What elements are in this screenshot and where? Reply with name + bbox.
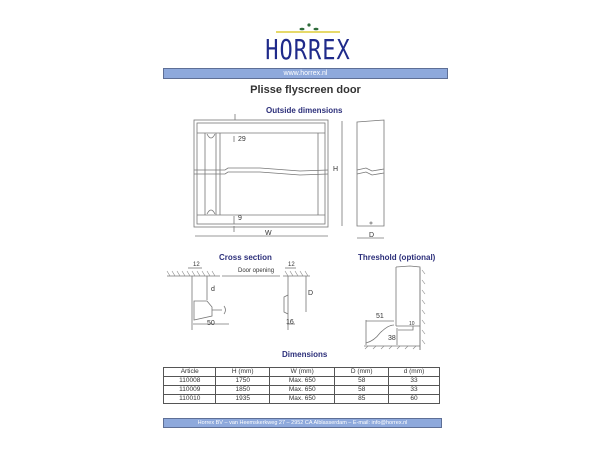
width-label: W [265, 230, 272, 237]
bottom-gap-label: 9 [238, 215, 242, 222]
table-cell: 33 [388, 377, 439, 386]
side-view-drawing [357, 120, 384, 238]
threshold-title: Threshold (optional) [358, 253, 436, 262]
column-header: d (mm) [388, 368, 439, 377]
table-cell: 60 [388, 395, 439, 404]
width-left-label: 50 [207, 320, 215, 327]
dimensions-table [163, 367, 440, 404]
table-cell: Max. 650 [269, 377, 335, 386]
D-label: D [308, 290, 314, 297]
d-label: d [211, 286, 215, 293]
column-header: D (mm) [335, 368, 389, 377]
cross-section-title: Cross section [219, 253, 272, 262]
left-top-label: 12 [193, 262, 200, 268]
logo-text: HORREX [265, 35, 351, 67]
table-cell: 33 [388, 386, 439, 395]
table-cell: Max. 650 [269, 386, 335, 395]
table-cell: Max. 650 [269, 395, 335, 404]
front-frame-drawing [194, 114, 328, 236]
threshold-small-label: 10 [409, 321, 415, 327]
table-row [164, 377, 440, 386]
table-cell: 110010 [164, 395, 216, 404]
height-label: H [333, 166, 339, 173]
table-row [164, 395, 440, 404]
column-header: Article [164, 368, 216, 377]
width-right-label: 16 [286, 319, 294, 326]
table-cell: 1935 [216, 395, 270, 404]
table-cell: 110008 [164, 377, 216, 386]
table-cell: 58 [335, 386, 389, 395]
outside-dimensions-title: Outside dimensions [266, 106, 343, 115]
column-header: H (mm) [216, 368, 270, 377]
table-cell: 58 [335, 377, 389, 386]
table-header-row [164, 368, 440, 377]
threshold-height-label: 38 [388, 335, 396, 342]
footer-banner: Horrex BV – van Heemskerkweg 27 – 2952 CA Alblasserdam – E-mail: info@horrex.nl [163, 418, 442, 428]
right-top-label: 12 [288, 262, 295, 268]
table-row [164, 386, 440, 395]
door-opening-label: Door opening [238, 268, 275, 274]
table-cell: 110009 [164, 386, 216, 395]
page-title: Plisse flyscreen door [250, 84, 361, 96]
website-banner[interactable]: www.horrex.nl [163, 68, 448, 79]
dimensions-title: Dimensions [282, 350, 328, 359]
top-gap-label: 29 [238, 136, 246, 143]
column-header: W (mm) [269, 368, 335, 377]
depth-label: D [369, 232, 375, 239]
table-cell: 1750 [216, 377, 270, 386]
threshold-width-label: 51 [376, 313, 384, 320]
table-cell: 85 [335, 395, 389, 404]
table-cell: 1850 [216, 386, 270, 395]
